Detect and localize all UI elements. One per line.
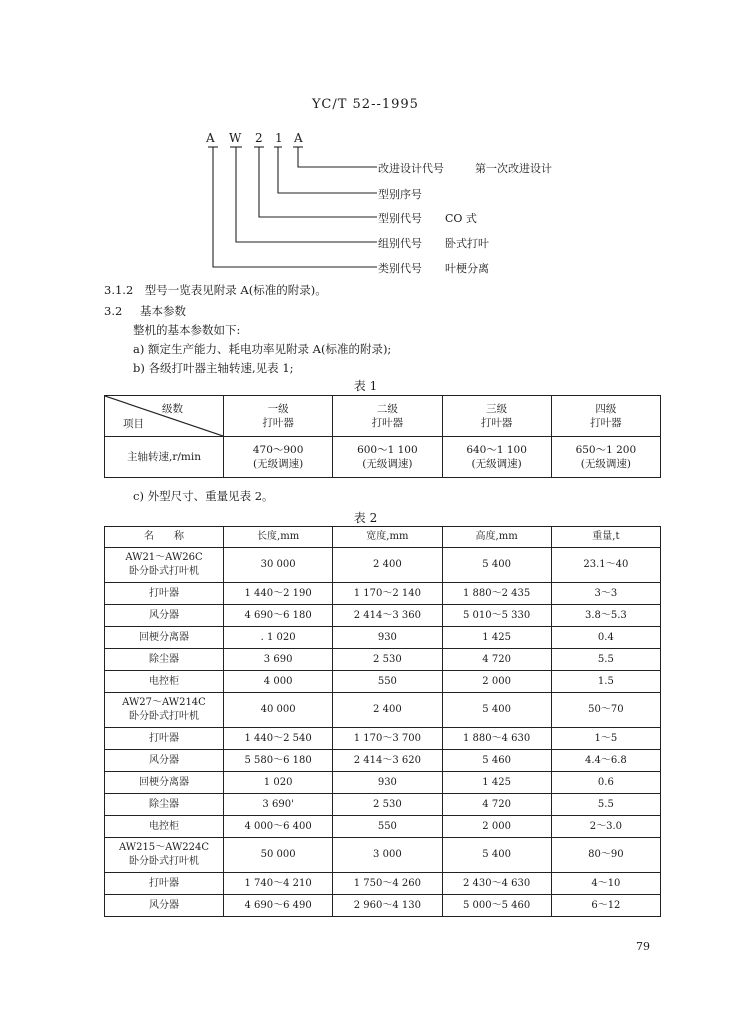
list-item-a: a) 额定生产能力、耗电功率见附录 A(标准的附录); <box>133 342 392 356</box>
table-cell: 5 000～5 460 <box>442 895 551 917</box>
table-cell: 550 <box>333 816 442 838</box>
code-label-name: 型别代号 <box>378 212 422 225</box>
code-label-value: 卧式打叶 <box>445 237 489 250</box>
table-cell: 30 000 <box>224 548 333 583</box>
table-cell: 23.1～40 <box>551 548 660 583</box>
table-cell: 5.5 <box>551 649 660 671</box>
table-cell: 5.5 <box>551 794 660 816</box>
table2-caption: 表 2 <box>353 511 378 525</box>
row-label: 回梗分离器 <box>105 772 224 794</box>
row-label: 风分器 <box>105 895 224 917</box>
table-row <box>105 583 661 605</box>
table-cell: 5 400 <box>442 838 551 873</box>
table-cell: 3 000 <box>333 838 442 873</box>
table-row <box>105 728 661 750</box>
section-number: 3.2 <box>104 304 123 318</box>
table-cell: 1 425 <box>442 627 551 649</box>
table-row <box>105 772 661 794</box>
table-header-row <box>105 527 661 548</box>
row-label: 风分器 <box>105 605 224 627</box>
table-row <box>105 794 661 816</box>
table-cell: 4 000 <box>224 671 333 693</box>
section-3-2-heading <box>104 303 186 319</box>
table-cell: 2 000 <box>442 671 551 693</box>
column-header: 名 称 <box>105 527 224 548</box>
code-label-value: CO 式 <box>445 212 477 225</box>
table-cell: 1 740～4 210 <box>224 873 333 895</box>
table-cell: 2 400 <box>333 548 442 583</box>
code-letter: 2 <box>255 131 263 145</box>
table-2 <box>104 526 661 917</box>
table-cell: 2 530 <box>333 649 442 671</box>
table-cell: 1 425 <box>442 772 551 794</box>
column-header: 一级 打叶器 <box>224 396 333 437</box>
row-label: 风分器 <box>105 750 224 772</box>
table-cell: 80～90 <box>551 838 660 873</box>
corner-bottom-label: 项目 <box>123 418 144 430</box>
table-cell: 5 400 <box>442 548 551 583</box>
table-cell: 5 580～6 180 <box>224 750 333 772</box>
table-cell: 1 880～4 630 <box>442 728 551 750</box>
table-cell: 1 440～2 540 <box>224 728 333 750</box>
row-label: 电控柜 <box>105 816 224 838</box>
row-label: 打叶器 <box>105 873 224 895</box>
table-row <box>105 627 661 649</box>
table-1 <box>104 395 661 478</box>
table-cell: 1 020 <box>224 772 333 794</box>
table-cell: 2 414～3 620 <box>333 750 442 772</box>
table-cell: 1 170～3 700 <box>333 728 442 750</box>
code-label-name: 改进设计代号 <box>378 162 444 175</box>
column-header: 长度,mm <box>224 527 333 548</box>
table-cell: 50～70 <box>551 693 660 728</box>
table-cell: 0.4 <box>551 627 660 649</box>
table-cell: 4 690～6 490 <box>224 895 333 917</box>
table-row <box>105 693 661 728</box>
params-intro: 整机的基本参数如下: <box>133 323 241 337</box>
table-cell: 6～12 <box>551 895 660 917</box>
table-row <box>105 895 661 917</box>
table-cell: 550 <box>333 671 442 693</box>
table-cell: 3.8～5.3 <box>551 605 660 627</box>
row-label: AW215～AW224C 卧分卧式打叶机 <box>105 838 224 873</box>
row-label: 回梗分离器 <box>105 627 224 649</box>
column-header: 高度,mm <box>442 527 551 548</box>
table-cell: 1 880～2 435 <box>442 583 551 605</box>
table-cell: 3 690 <box>224 649 333 671</box>
table-cell: 1.5 <box>551 671 660 693</box>
table-row <box>105 838 661 873</box>
table-cell: 2 400 <box>333 693 442 728</box>
table-row <box>105 873 661 895</box>
table-cell: 3 690' <box>224 794 333 816</box>
column-header: 四级 打叶器 <box>551 396 660 437</box>
corner-top-label: 级数 <box>162 403 183 415</box>
list-item-c: c) 外型尺寸、重量见表 2。 <box>133 489 274 503</box>
page-header: YC/T 52--1995 <box>312 97 419 112</box>
row-label: 打叶器 <box>105 728 224 750</box>
table-row <box>105 548 661 583</box>
code-letter: A <box>294 131 303 145</box>
table1-caption: 表 1 <box>353 379 378 393</box>
code-label-name: 组别代号 <box>378 237 422 250</box>
table-row <box>105 396 661 437</box>
section-title: 基本参数 <box>139 304 186 318</box>
table-cell: 930 <box>333 627 442 649</box>
code-label-name: 类别代号 <box>378 262 422 275</box>
table-cell: 2 000 <box>442 816 551 838</box>
table-cell: 5 400 <box>442 693 551 728</box>
table-cell: 2 430～4 630 <box>442 873 551 895</box>
table-cell: 1 440～2 190 <box>224 583 333 605</box>
table-row <box>105 671 661 693</box>
column-header: 二级 打叶器 <box>333 396 442 437</box>
column-header: 重量,t <box>551 527 660 548</box>
table-cell: 2 960～4 130 <box>333 895 442 917</box>
table-cell: 4 690～6 180 <box>224 605 333 627</box>
table-cell: 470～900 (无级调速) <box>224 437 333 478</box>
row-label: 电控柜 <box>105 671 224 693</box>
table-cell: 0.6 <box>551 772 660 794</box>
row-label: 主轴转速,r/min <box>105 437 224 478</box>
table-cell: 2～3.0 <box>551 816 660 838</box>
table-row <box>105 437 661 478</box>
code-label-value: 第一次改进设计 <box>475 162 552 175</box>
code-letter: A <box>206 131 215 145</box>
table-cell: 930 <box>333 772 442 794</box>
table-row <box>105 750 661 772</box>
table-row <box>105 816 661 838</box>
table-cell: 50 000 <box>224 838 333 873</box>
row-label: 除尘器 <box>105 794 224 816</box>
row-label: 除尘器 <box>105 649 224 671</box>
page-number: 79 <box>636 940 650 953</box>
table-cell: 4～10 <box>551 873 660 895</box>
row-label: AW21～AW26C 卧分卧式打叶机 <box>105 548 224 583</box>
code-label-value: 叶梗分离 <box>445 262 489 275</box>
table-cell: 4 720 <box>442 794 551 816</box>
table-cell: 5 460 <box>442 750 551 772</box>
code-diagram-lines <box>195 125 385 280</box>
table-cell: 1～5 <box>551 728 660 750</box>
row-label: AW27～AW214C 卧分卧式打叶机 <box>105 693 224 728</box>
table-cell: 4 000～6 400 <box>224 816 333 838</box>
table-cell: 2 530 <box>333 794 442 816</box>
table-cell: 650～1 200 (无级调速) <box>551 437 660 478</box>
table-cell: 1 750～4 260 <box>333 873 442 895</box>
table-cell: . 1 020 <box>224 627 333 649</box>
code-letter: 1 <box>275 131 283 145</box>
table-cell: 640～1 100 (无级调速) <box>442 437 551 478</box>
code-label-name: 型别序号 <box>378 188 422 201</box>
table-cell: 4.4～6.8 <box>551 750 660 772</box>
table1-corner-cell <box>105 396 224 437</box>
table-cell: 1 170～2 140 <box>333 583 442 605</box>
column-header: 宽度,mm <box>333 527 442 548</box>
section-3-1-2: 3.1.2 型号一览表见附录 A(标准的附录)。 <box>104 283 327 297</box>
table-cell: 4 720 <box>442 649 551 671</box>
table-row <box>105 605 661 627</box>
table-cell: 600～1 100 (无级调速) <box>333 437 442 478</box>
code-letter: W <box>229 131 242 145</box>
row-label: 打叶器 <box>105 583 224 605</box>
list-item-b: b) 各级打叶器主轴转速,见表 1; <box>133 361 294 375</box>
table-cell: 5 010～5 330 <box>442 605 551 627</box>
table-row <box>105 649 661 671</box>
column-header: 三级 打叶器 <box>442 396 551 437</box>
table-cell: 2 414～3 360 <box>333 605 442 627</box>
table-cell: 40 000 <box>224 693 333 728</box>
table-cell: 3～3 <box>551 583 660 605</box>
